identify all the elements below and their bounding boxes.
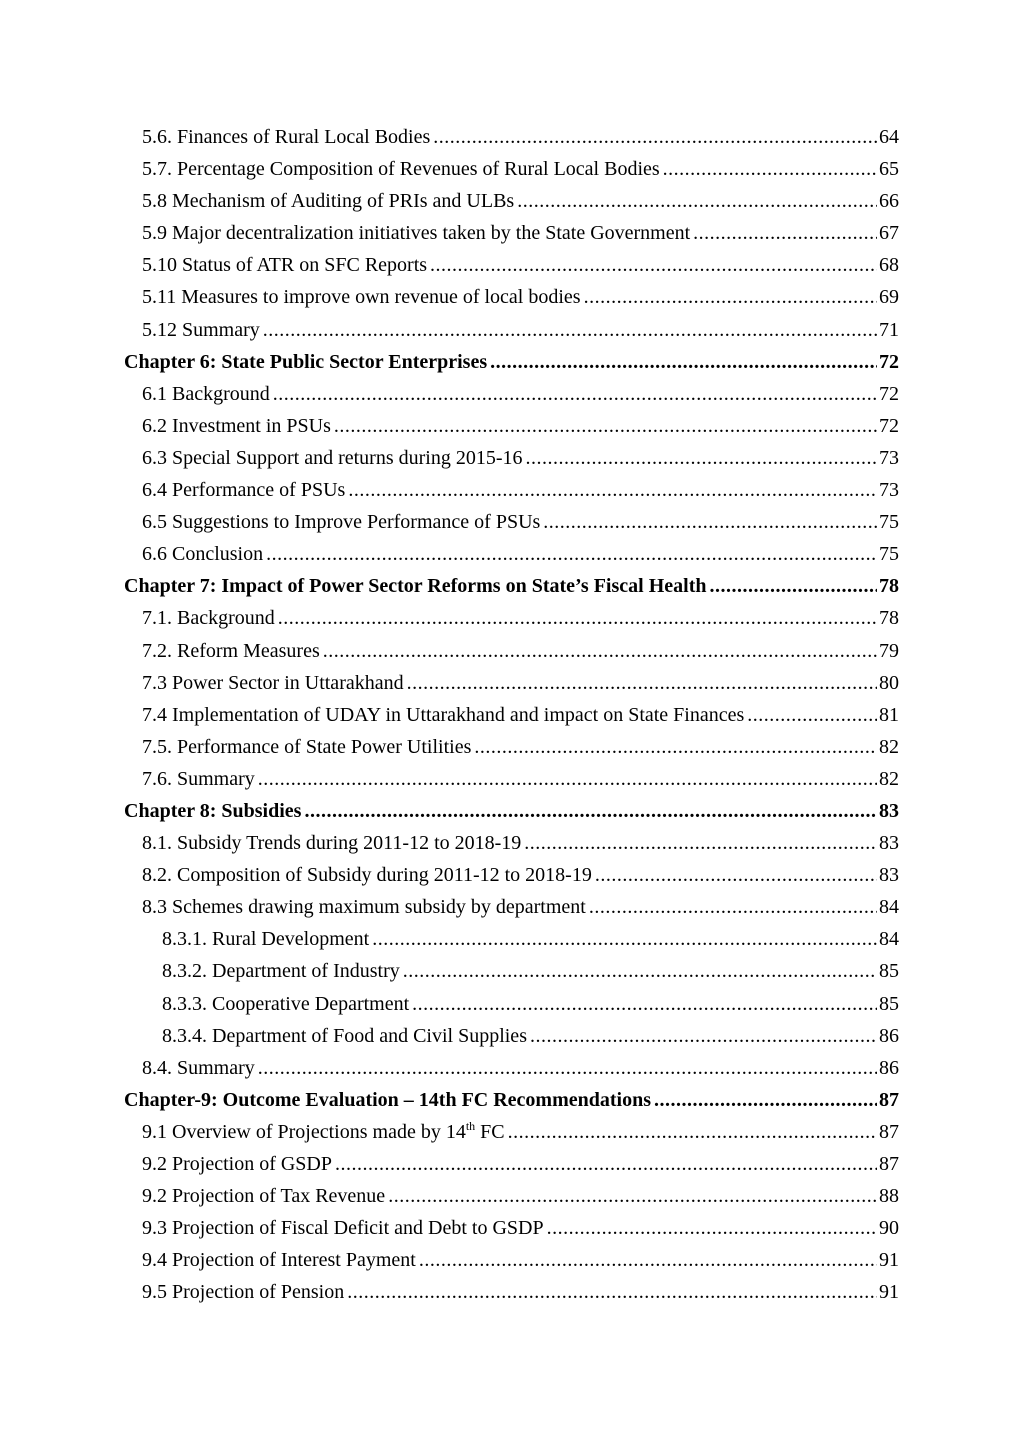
dot-leader [258, 1052, 877, 1084]
toc-entry-title [142, 410, 331, 442]
dot-leader [372, 923, 877, 955]
toc-entry-title-text: 9.5 Projection of Pension [142, 1281, 345, 1304]
dot-leader [584, 281, 877, 313]
toc-section-entry[interactable] [124, 249, 899, 281]
toc-section-entry[interactable] [124, 891, 899, 923]
toc-section-entry[interactable] [124, 410, 899, 442]
toc-entry-title [142, 1052, 255, 1084]
dot-leader [304, 795, 877, 827]
toc-section-entry[interactable] [124, 314, 899, 346]
toc-entry-title-text: Chapter 8: Subsidies [124, 799, 302, 822]
toc-section-entry[interactable] [124, 731, 899, 763]
toc-section-entry[interactable] [124, 1212, 899, 1244]
toc-entry-title [142, 281, 581, 313]
dot-leader [490, 346, 877, 378]
toc-entry-title [142, 891, 586, 923]
dot-leader [334, 410, 877, 442]
toc-page-number: 80 [879, 671, 899, 694]
toc-entry-title [142, 1116, 505, 1148]
dot-leader [407, 667, 877, 699]
toc-entry-title-text: 5.12 Summary [142, 318, 260, 341]
toc-entry-title-text: 9.3 Projection of Fiscal Deficit and Debt to GSDP [142, 1217, 544, 1240]
toc-page-number: 67 [879, 222, 899, 245]
toc-entry-title-text: 8.3.4. Department of Food and Civil Supplies [162, 1024, 527, 1047]
dot-leader [589, 891, 877, 923]
toc-section-entry[interactable] [124, 1180, 899, 1212]
toc-page-number: 87 [879, 1153, 899, 1175]
toc-entry-title [142, 378, 270, 410]
toc-page-number: 91 [879, 1281, 899, 1304]
toc-entry-title [142, 474, 345, 506]
toc-entry-title [142, 1276, 344, 1308]
dot-leader [348, 474, 877, 506]
dot-leader [273, 378, 877, 410]
toc-entry-title-text: 6.1 Background [142, 382, 270, 405]
dot-leader [747, 699, 877, 731]
toc-entry-title [162, 1020, 527, 1052]
toc-entry-title-text: 6.3 Special Support and returns during 2015-16 [142, 446, 523, 469]
dot-leader [693, 217, 877, 249]
dot-leader [543, 506, 877, 538]
dot-leader [323, 635, 877, 667]
toc-entry-title-text: Chapter-9: Outcome Evaluation – 14th FC Recommendations [124, 1088, 652, 1111]
toc-section-entry[interactable] [124, 635, 899, 667]
toc-chapter-entry[interactable] [124, 1084, 899, 1116]
dot-leader [595, 859, 877, 891]
toc-section-entry[interactable] [124, 859, 899, 891]
toc-page-number: 78 [879, 575, 899, 598]
toc-entry-title-text: 9.2 Projection of Tax Revenue [142, 1185, 386, 1208]
toc-entry-title [142, 121, 430, 153]
dot-leader [335, 1148, 877, 1180]
toc-entry-title-text: 7.6. Summary [142, 767, 255, 790]
toc-page-number: 64 [879, 126, 899, 148]
toc-entry-title [142, 731, 471, 763]
toc-page-number: 66 [879, 190, 899, 213]
toc-chapter-entry[interactable] [124, 346, 899, 378]
dot-leader [412, 988, 877, 1020]
dot-leader [258, 763, 877, 795]
toc-entry-title-text: 7.5. Performance of State Power Utilities [142, 735, 472, 758]
toc-section-entry[interactable] [124, 538, 899, 570]
toc-entry-title [142, 217, 690, 249]
toc-section-entry[interactable] [124, 955, 899, 987]
toc-page-number: 86 [879, 1024, 899, 1047]
toc-entry-title [124, 346, 487, 378]
toc-section-entry[interactable] [124, 1276, 899, 1308]
toc-entry-title [124, 1084, 651, 1116]
toc-entry-title-text: Chapter 6: State Public Sector Enterprises [124, 350, 488, 373]
toc-entry-title-text: 5.9 Major decentralization initiatives taken by the State Government [142, 222, 691, 245]
toc-section-entry[interactable] [124, 506, 899, 538]
toc-page-number: 83 [879, 799, 899, 822]
toc-section-entry[interactable] [124, 699, 899, 731]
dot-leader [526, 442, 878, 474]
dot-leader [403, 955, 877, 987]
dot-leader [474, 731, 877, 763]
toc-entry-title [142, 859, 592, 891]
dot-leader [517, 185, 877, 217]
dot-leader [263, 314, 877, 346]
toc-entry-title-text: 8.3.2. Department of Industry [162, 960, 400, 983]
toc-chapter-entry[interactable] [124, 570, 899, 602]
toc-entry-title-superscript: th [465, 1118, 476, 1133]
toc-entry-title-text: 8.4. Summary [142, 1056, 255, 1079]
toc-page-number: 85 [879, 960, 899, 983]
toc-page-number: 83 [879, 832, 899, 855]
toc-page-number: 81 [879, 703, 899, 726]
toc-entry-title [142, 538, 263, 570]
toc-entry-title [142, 635, 320, 667]
toc-entry-title-text: 7.2. Reform Measures [142, 639, 320, 662]
toc-page-number: 91 [879, 1249, 899, 1272]
toc-page-number: 73 [879, 446, 899, 469]
dot-leader [266, 538, 877, 570]
toc-entry-title-text: 6.4 Performance of PSUs [142, 479, 346, 502]
toc-page-number: 87 [879, 1120, 899, 1143]
dot-leader [654, 1084, 877, 1116]
toc-section-entry[interactable] [124, 1116, 899, 1148]
dot-leader [419, 1244, 877, 1276]
toc-entry-title [142, 506, 540, 538]
toc-page-number: 69 [879, 286, 899, 309]
toc-page-number: 82 [879, 767, 899, 790]
toc-section-entry[interactable] [124, 442, 899, 474]
toc-entry-title [142, 667, 404, 699]
dot-leader [347, 1276, 877, 1308]
toc-section-entry[interactable] [124, 281, 899, 313]
toc-section-entry[interactable] [124, 1148, 899, 1180]
toc-entry-title-text: 5.8 Mechanism of Auditing of PRIs and ULBs [142, 190, 515, 213]
toc-section-entry[interactable] [124, 763, 899, 795]
toc-section-entry[interactable] [124, 1052, 899, 1084]
toc-page-number: 72 [879, 350, 899, 373]
toc-entry-title [142, 314, 260, 346]
toc-section-entry[interactable] [124, 185, 899, 217]
toc-entry-title [142, 1244, 416, 1276]
toc-entry-title-text: 8.3.1. Rural Development [162, 928, 370, 951]
toc-page-number: 83 [879, 864, 899, 887]
toc-entry-title-text: 5.10 Status of ATR on SFC Reports [142, 254, 428, 277]
toc-entry-title [142, 1212, 544, 1244]
toc-entry-title [142, 1148, 332, 1180]
dot-leader [663, 153, 877, 185]
toc-section-entry[interactable] [124, 602, 899, 634]
toc-section-entry[interactable] [124, 378, 899, 410]
dot-leader [388, 1180, 877, 1212]
toc-page-number: 72 [879, 382, 899, 405]
toc-page-number: 68 [879, 254, 899, 277]
toc-entry-title [142, 185, 514, 217]
dot-leader [430, 249, 877, 281]
toc-entry-title-text: 5.7. Percentage Composition of Revenues of Rural Local Bodies [142, 158, 660, 181]
dot-leader [508, 1116, 877, 1148]
toc-section-entry[interactable] [124, 1020, 899, 1052]
toc-entry-title [142, 1180, 385, 1212]
toc-section-entry[interactable] [124, 923, 899, 955]
toc-entry-title-text: 8.3 Schemes drawing maximum subsidy by department [142, 896, 586, 919]
toc-section-entry[interactable] [124, 1244, 899, 1276]
toc-entry-title-text: 6.5 Suggestions to Improve Performance of PSUs [142, 511, 541, 534]
toc-entry-title-text: Chapter 7: Impact of Power Sector Reforms on State’s Fiscal Health [124, 575, 707, 598]
toc-entry-title-text: 7.4 Implementation of UDAY in Uttarakhand and impact on State Finances [142, 703, 745, 726]
toc-page-number: 87 [879, 1088, 899, 1111]
toc-page-number: 86 [879, 1056, 899, 1079]
dot-leader [547, 1212, 877, 1244]
toc-entry-title [124, 570, 706, 602]
toc-page-number: 75 [879, 543, 899, 566]
toc-entry-title [142, 249, 427, 281]
toc-page-number: 65 [879, 158, 899, 181]
toc-entry-title-text: 8.1. Subsidy Trends during 2011-12 to 2018-19 [142, 832, 522, 855]
toc-entry-title-text: 9.4 Projection of Interest Payment [142, 1249, 416, 1272]
toc-page-number: 79 [879, 639, 899, 662]
toc-entry-title [142, 602, 275, 634]
toc-page-number: 71 [879, 318, 899, 341]
toc-entry-title [142, 153, 660, 185]
toc-entry-title-text: 6.2 Investment in PSUs [142, 414, 331, 437]
toc-entry-title [124, 795, 301, 827]
dot-leader [278, 602, 877, 634]
toc-page-number: 75 [879, 511, 899, 534]
toc-page-number: 88 [879, 1185, 899, 1208]
toc-page-number: 84 [879, 928, 899, 951]
toc-section-entry[interactable] [124, 667, 899, 699]
toc-page-number: 85 [879, 992, 899, 1015]
toc-section-entry[interactable] [124, 153, 899, 185]
dot-leader [709, 570, 877, 602]
dot-leader [530, 1020, 877, 1052]
toc-entry-title-text: 5.6. Finances of Rural Local Bodies [142, 126, 431, 148]
toc-entry-title [142, 699, 744, 731]
toc-section-entry[interactable] [124, 827, 899, 859]
toc-page-number: 84 [879, 896, 899, 919]
toc-entry-title [142, 442, 523, 474]
toc-page-number: 78 [879, 607, 899, 630]
toc-entry-title [142, 827, 521, 859]
toc-section-entry[interactable] [124, 217, 899, 249]
toc-entry-title [142, 763, 255, 795]
table-of-contents [124, 121, 899, 1308]
toc-entry-title-text: 8.2. Composition of Subsidy during 2011-12 to 2018-19 [142, 864, 592, 887]
toc-page-number: 90 [879, 1217, 899, 1240]
toc-entry-title [162, 988, 409, 1020]
dot-leader [433, 121, 877, 153]
toc-section-entry[interactable] [124, 988, 899, 1020]
toc-page-number: 73 [879, 479, 899, 502]
toc-entry-title-text: 9.2 Projection of GSDP [142, 1153, 332, 1175]
toc-entry-title-text: 9.1 Overview of Projections made by 14 [142, 1120, 466, 1143]
toc-entry-title-text: 6.6 Conclusion [142, 543, 264, 566]
toc-section-entry[interactable] [124, 121, 899, 153]
toc-entry-title-text: 5.11 Measures to improve own revenue of local bodies [142, 286, 581, 309]
toc-entry-title-text: 7.3 Power Sector in Uttarakhand [142, 671, 404, 694]
toc-entry-title-text: 7.1. Background [142, 607, 275, 630]
toc-chapter-entry[interactable] [124, 795, 899, 827]
toc-entry-title [162, 955, 400, 987]
dot-leader [524, 827, 877, 859]
toc-page-number: 72 [879, 414, 899, 437]
toc-entry-title [162, 923, 369, 955]
toc-section-entry[interactable] [124, 474, 899, 506]
toc-entry-title-suffix: FC [475, 1120, 505, 1143]
toc-entry-title-text: 8.3.3. Cooperative Department [162, 992, 410, 1015]
toc-page-number: 82 [879, 735, 899, 758]
